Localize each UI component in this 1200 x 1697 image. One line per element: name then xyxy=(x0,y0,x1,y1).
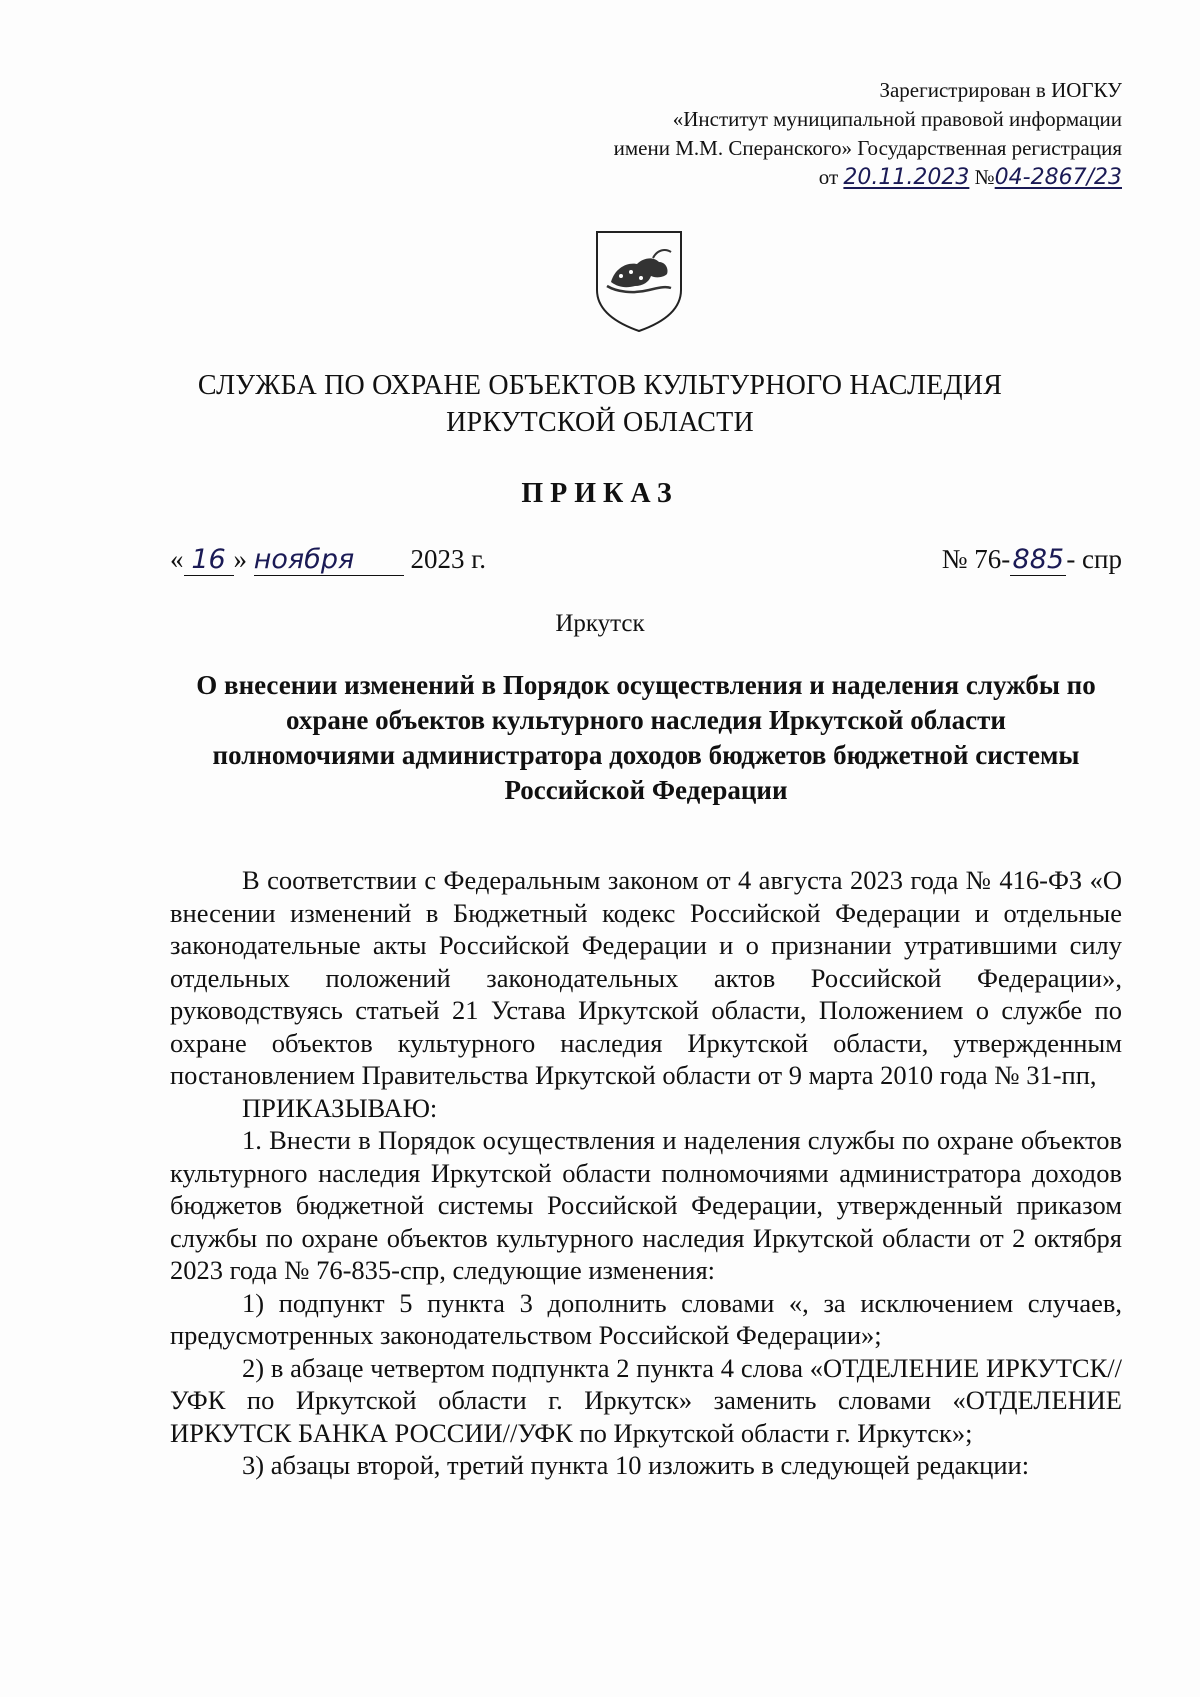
body-paragraph-item-1: 1. Внести в Порядок осуществления и наделения службы по охране объектов культурного наследия Иркутской области полномочиями администратора доходов бюджетов бюджетной системы Российской Федерации, утвержденный приказом службы по охране объектов культурного наследия Иркутской области от 2 октября 2023 года № 76-835-спр, следующие изменения: xyxy=(170,1125,1122,1285)
organization-name-line-1: СЛУЖБА ПО ОХРАНЕ ОБЪЕКТОВ КУЛЬТУРНОГО НАСЛЕДИЯ xyxy=(197,370,1003,401)
order-date xyxy=(170,544,486,576)
body-paragraph-subitem-1: 1) подпункт 5 пункта 3 дополнить словами «, за исключением случаев, предусмотренных законодательством Российской Федерации»; xyxy=(170,1287,1122,1350)
registration-from-label: от xyxy=(818,165,839,189)
document-title-line-2: охране объектов культурного наследия Иркутской области xyxy=(286,705,1006,735)
body-paragraph-subitem-2: 2) в абзаце четвертом подпункта 2 пункта 4 слова «ОТДЕЛЕНИЕ ИРКУТСК//УФК по Иркутской области г. Иркутск» заменить словами «ОТДЕЛЕНИЕ ИРКУТСК БАНКА РОССИИ//УФК по Иркутской области г. Иркутск»; xyxy=(170,1352,1122,1448)
registration-number-label: № xyxy=(974,165,995,189)
date-month: ноября xyxy=(254,545,404,576)
coat-of-arms-icon xyxy=(593,228,685,334)
organization-name-line-2: ИРКУТСКОЙ ОБЛАСТИ xyxy=(446,407,754,438)
city: Иркутск xyxy=(555,610,645,637)
registration-line-2: «Институт муниципальной правовой информации xyxy=(672,107,1122,131)
date-close-quote: » xyxy=(233,544,247,574)
registration-number: 04-2867/23 xyxy=(994,165,1122,190)
document-title-line-3: полномочиями администратора доходов бюджетов бюджетной системы xyxy=(212,740,1080,770)
date-number-row xyxy=(170,544,1122,580)
body-paragraph-preamble: В соответствии с Федеральным законом от 4 августа 2023 года № 416-ФЗ «О внесении изменений в Бюджетный кодекс Российской Федерации и отдельные законодательные акты Российской Федерации и о признании утратившими силу отдельных положений законодательных актов Российской Федерации», руководствуясь статьей 21 Устава Иркутской области, Положением о службе по охране объектов культурного наследия Иркутской области, утвержденным постановлением Правительства Иркутской области от 9 марта 2010 года № 31-пп, xyxy=(170,865,1122,1090)
organization-name xyxy=(0,367,1200,441)
registration-date: 20.11.2023 xyxy=(843,165,970,190)
date-year: 2023 г. xyxy=(410,544,487,574)
date-day: 16 xyxy=(184,545,234,576)
order-number-prefix: № 76- xyxy=(941,544,1011,574)
registration-stamp xyxy=(502,76,1122,192)
document-title xyxy=(170,668,1122,808)
order-number-handwritten: 885 xyxy=(1010,545,1066,576)
document-title-line-4: Российской Федерации xyxy=(504,775,788,805)
document-body xyxy=(170,864,1122,1482)
body-paragraph-subitem-3: 3) абзацы второй, третий пункта 10 изложить в следующей редакции: xyxy=(242,1450,1030,1480)
document-title-line-1: О внесении изменений в Порядок осуществления и наделения службы по xyxy=(196,670,1096,700)
document-type: ПРИКАЗ xyxy=(521,478,679,509)
registration-line-1: Зарегистрирован в ИОГКУ xyxy=(879,78,1122,102)
registration-line-3: имени М.М. Сперанского» Государственная регистрация xyxy=(613,136,1122,160)
body-paragraph-order: ПРИКАЗЫВАЮ: xyxy=(242,1092,438,1123)
registration-line-4 xyxy=(502,163,1122,192)
order-number-suffix: - спр xyxy=(1066,544,1122,574)
date-open-quote: « xyxy=(170,544,184,574)
order-number xyxy=(942,544,1122,576)
